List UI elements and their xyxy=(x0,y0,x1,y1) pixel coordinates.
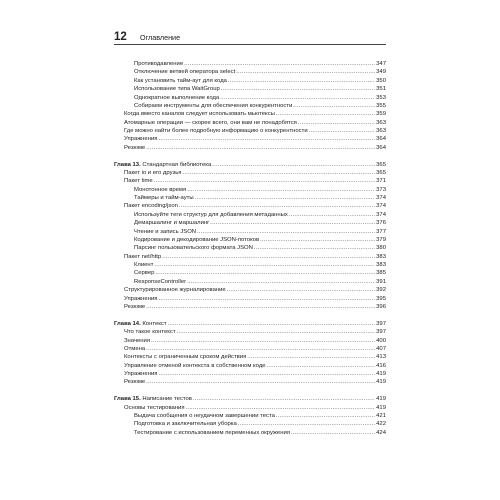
toc-entry-label: Однократное выполнение кода xyxy=(134,94,220,101)
toc-page-number: 355 xyxy=(376,102,386,109)
toc-entry-label: Стандартная библиотека xyxy=(142,161,212,168)
toc-entry-title xyxy=(124,127,308,135)
toc-entry-title xyxy=(134,236,259,244)
toc-entry-title xyxy=(134,219,209,227)
toc-entry-label: Использование типа WaitGroup xyxy=(134,86,220,93)
dot-leader xyxy=(298,119,375,127)
dot-leader xyxy=(146,378,375,386)
toc-entry-label: Пакет io и его друзья xyxy=(124,169,182,176)
toc-entry-title xyxy=(124,295,157,303)
toc-entry xyxy=(124,144,386,152)
toc-page-number: 380 xyxy=(376,245,386,252)
toc-page-number: 364 xyxy=(376,136,386,143)
toc-entry xyxy=(124,328,386,336)
toc-entry xyxy=(134,194,386,202)
dot-leader xyxy=(184,60,375,68)
toc-entry-label: Резюме xyxy=(124,144,146,151)
dot-leader xyxy=(221,85,375,93)
toc-entry xyxy=(134,420,386,428)
toc-entry-title xyxy=(124,378,145,386)
toc-entry xyxy=(124,404,386,412)
toc-page-number: 416 xyxy=(376,362,386,369)
toc-entry-label: Основы тестирования xyxy=(124,404,185,411)
toc-entry xyxy=(124,370,386,378)
toc-entry-label: Чтение и запись JSON xyxy=(134,228,197,235)
chapter-number: Глава 13. xyxy=(114,161,141,168)
toc-page-number: 419 xyxy=(376,379,386,386)
dot-leader xyxy=(195,194,376,202)
dot-leader xyxy=(158,135,375,143)
toc-page-number: 374 xyxy=(376,211,386,218)
toc-entry-label: Атомарные операции — скорее всего, они вам не понадобятся xyxy=(124,119,297,126)
toc-entry xyxy=(124,378,386,386)
dot-leader xyxy=(146,144,375,152)
toc-entry-title xyxy=(124,337,150,345)
toc-entry-title xyxy=(134,269,154,277)
toc-entry-title xyxy=(124,253,161,261)
toc-entry-title xyxy=(124,286,226,294)
toc-page-number: 419 xyxy=(376,404,386,411)
toc-page-number: 363 xyxy=(376,128,386,134)
toc-entry-title xyxy=(134,420,237,428)
toc-page-number: 424 xyxy=(376,429,386,436)
toc-page-number: 350 xyxy=(376,77,386,84)
toc-entry-label: Что такое контекст xyxy=(124,329,176,336)
dot-leader xyxy=(154,177,375,185)
dot-leader xyxy=(162,253,375,261)
dot-leader xyxy=(267,362,376,370)
toc-entry-label: Управление отменой контекста в собственном коде xyxy=(124,362,266,369)
toc-entry-title xyxy=(124,345,145,353)
toc-entry-label: Парсинг пользовательского формата JSON xyxy=(134,245,253,252)
toc-page-number: 374 xyxy=(376,203,386,210)
toc-entry xyxy=(124,127,386,135)
toc-entry-label: Отмена xyxy=(124,345,146,352)
dot-leader xyxy=(187,186,375,194)
dot-leader xyxy=(155,269,375,277)
toc-entry xyxy=(134,94,386,102)
toc-entry-label: Пакет time xyxy=(124,178,153,185)
toc-entry-title xyxy=(124,177,153,185)
toc-entry xyxy=(134,278,386,286)
toc-page-number: 353 xyxy=(376,94,386,101)
chapter-number: Глава 14. xyxy=(114,320,141,327)
toc-entry-label: Упражнения xyxy=(124,295,158,302)
toc-entry-title xyxy=(124,303,145,311)
toc-entry-label: Написание тестов xyxy=(142,396,192,403)
dot-leader xyxy=(177,328,376,336)
toc-page-number: 385 xyxy=(376,270,386,277)
toc-entry-label: Подготовка и заключительная уборка xyxy=(134,421,237,428)
toc-entry xyxy=(124,169,386,177)
toc-entry-title xyxy=(134,94,219,102)
toc-page-number: 374 xyxy=(376,195,386,202)
toc-entry-label: Контексты с ограниченным сроком действия xyxy=(124,354,247,361)
toc-entry-label: Собираем инструменты для обеспечения конкурентности xyxy=(134,102,293,109)
toc-entry-title xyxy=(134,77,227,85)
toc-entry-label: Клиент xyxy=(134,262,154,268)
toc-entry xyxy=(124,110,386,118)
toc-page-number: 400 xyxy=(376,337,386,344)
toc-entry-label: Упражнения xyxy=(124,371,158,377)
toc-entry xyxy=(134,429,386,437)
toc-entry xyxy=(134,85,386,93)
toc-entry xyxy=(124,362,386,370)
dot-leader xyxy=(158,295,375,303)
dot-leader xyxy=(158,370,375,378)
toc-entry-title xyxy=(114,320,167,328)
toc-entry-title xyxy=(134,228,196,236)
toc-page-number: 422 xyxy=(376,421,386,428)
toc-entry xyxy=(124,286,386,294)
dot-leader xyxy=(220,94,375,102)
toc-chapter-row xyxy=(114,320,386,328)
toc-entry xyxy=(124,135,386,143)
toc-page-number: 359 xyxy=(376,111,386,118)
toc-entry-label: Используйте теги структур для добавления метаданных xyxy=(134,211,288,218)
toc-entry-title xyxy=(134,102,292,110)
toc-entry-label: Отключение ветвей оператора select xyxy=(134,69,236,76)
toc-page-number: 392 xyxy=(376,287,386,294)
toc-page-number: 379 xyxy=(376,236,386,243)
toc-entry-label: Кодирование и декодирование JSON-потоков xyxy=(134,236,260,243)
toc-entry-label: Таймеры и тайм-ауты xyxy=(134,195,194,202)
toc-entry xyxy=(124,337,386,345)
dot-leader xyxy=(293,102,375,110)
dot-leader xyxy=(179,202,375,210)
running-head-title: Оглавление xyxy=(140,33,181,42)
toc-page-number: 413 xyxy=(376,354,386,361)
toc-page-number: 407 xyxy=(376,345,386,352)
toc-entry-title xyxy=(124,110,275,118)
toc-entry-label: Демаршалинг и маршалинг xyxy=(134,220,210,227)
toc-entry-label: Контекст xyxy=(142,320,167,327)
toc-chapter-row xyxy=(114,161,386,169)
toc-entry-label: Упражнения xyxy=(124,136,158,143)
toc-entry-label: Сервер xyxy=(134,270,155,277)
toc-entry xyxy=(124,177,386,185)
toc-page-number: 391 xyxy=(376,278,386,285)
toc-page-number: 396 xyxy=(376,303,386,310)
toc-entry-label: Значения xyxy=(124,337,151,344)
toc-entry xyxy=(134,68,386,76)
toc-entry-title xyxy=(124,404,185,412)
dot-leader xyxy=(291,429,375,437)
toc-page-number: 419 xyxy=(376,371,386,377)
toc-entry xyxy=(134,261,386,269)
toc-page-number: 397 xyxy=(376,329,386,336)
toc-entry-title xyxy=(134,60,183,68)
toc-entry-title xyxy=(124,370,157,378)
dot-leader xyxy=(187,278,375,286)
toc-page-number: 383 xyxy=(376,253,386,260)
dot-leader xyxy=(146,345,375,353)
toc-entry xyxy=(134,211,386,219)
toc-entry-title xyxy=(114,395,192,403)
toc-entry-label: Резюме xyxy=(124,303,146,310)
toc-page-number: 371 xyxy=(376,178,386,185)
toc-entry xyxy=(124,253,386,261)
toc-entry-title xyxy=(134,194,194,202)
toc-entry-label: ResponseController xyxy=(134,278,187,285)
dot-leader xyxy=(197,228,375,236)
toc-entry xyxy=(134,236,386,244)
toc-entry-title xyxy=(134,68,235,76)
dot-leader xyxy=(210,219,375,227)
dot-leader xyxy=(227,286,375,294)
toc-entry-label: Как установить тайм-аут для кода xyxy=(134,77,227,84)
toc-entry-label: Монотонное время xyxy=(134,186,187,193)
toc-entry xyxy=(124,303,386,311)
toc-entry xyxy=(134,60,386,68)
toc-entry-title xyxy=(124,135,157,143)
dot-leader xyxy=(168,320,376,328)
toc-page-number: 365 xyxy=(376,169,386,176)
toc-entry-title xyxy=(134,278,186,286)
toc-entry xyxy=(134,102,386,110)
dot-leader xyxy=(289,211,375,219)
toc-entry-label: Противодавление xyxy=(134,61,184,67)
toc-entry-title xyxy=(124,328,176,336)
toc-page-number: 349 xyxy=(376,69,386,76)
dot-leader xyxy=(247,353,375,361)
dot-leader xyxy=(146,303,375,311)
dot-leader xyxy=(276,110,375,118)
toc-entry xyxy=(134,244,386,252)
toc-entry-label: Структурированное журналирование xyxy=(124,287,226,294)
toc-entry-title xyxy=(134,211,288,219)
dot-leader xyxy=(154,261,375,269)
toc-entry-title xyxy=(134,244,253,252)
toc-entry-title xyxy=(124,119,297,127)
toc-page-number: 363 xyxy=(376,119,386,126)
toc-entry-title xyxy=(134,412,275,420)
toc-entry-label: Резюме xyxy=(124,379,146,386)
toc-entry-title xyxy=(124,362,266,370)
toc-entry xyxy=(134,219,386,227)
dot-leader xyxy=(182,169,375,177)
toc-page-number: 395 xyxy=(376,295,386,302)
toc-entry-title xyxy=(134,261,153,269)
toc-entry-label: Пакет net/http xyxy=(124,253,162,260)
toc-page-number: 373 xyxy=(376,186,386,193)
toc-entry xyxy=(124,353,386,361)
toc-entry xyxy=(124,295,386,303)
toc-entry-title xyxy=(124,202,178,210)
toc-page-number: 364 xyxy=(376,144,386,151)
toc-entry-title xyxy=(124,144,145,152)
toc-entry xyxy=(134,186,386,194)
toc-entry-title xyxy=(134,85,220,93)
toc-entry-label: Тестирование с использованием переменных окружения xyxy=(134,429,290,436)
toc-page-number: 377 xyxy=(376,228,386,235)
toc-entry xyxy=(134,228,386,236)
toc-entry-label: Выдача сообщения о неудачном завершении теста xyxy=(134,412,275,419)
toc-page-number: 351 xyxy=(376,86,386,93)
dot-leader xyxy=(151,337,375,345)
dot-leader xyxy=(260,236,375,244)
toc-entry-title xyxy=(114,161,211,169)
toc-entry xyxy=(124,345,386,353)
dot-leader xyxy=(193,395,375,403)
dot-leader xyxy=(276,412,375,420)
toc-page-number: 376 xyxy=(376,220,386,227)
toc-entry xyxy=(134,412,386,420)
toc-entry-title xyxy=(124,353,246,361)
toc-entry xyxy=(124,119,386,127)
page-number: 12 xyxy=(114,31,127,43)
dot-leader xyxy=(309,127,376,135)
dot-leader xyxy=(186,404,376,412)
dot-leader xyxy=(228,77,375,85)
dot-leader xyxy=(238,420,375,428)
toc-page-number: 421 xyxy=(376,412,386,419)
dot-leader xyxy=(236,68,375,76)
toc-page-number: 347 xyxy=(376,61,386,67)
toc-entry xyxy=(124,202,386,210)
toc-page-number: 383 xyxy=(376,262,386,268)
dot-leader xyxy=(254,244,375,252)
toc-entry-title xyxy=(124,169,181,177)
toc-entry xyxy=(134,269,386,277)
dot-leader xyxy=(212,161,375,169)
toc-entry-label: Когда вместо каналов следует использовать мьютексы xyxy=(124,111,275,118)
toc-entry-title xyxy=(134,186,186,194)
toc-chapter-row xyxy=(114,395,386,403)
toc-entry-title xyxy=(134,429,290,437)
toc-page-number: 419 xyxy=(376,396,386,403)
chapter-number: Глава 15. xyxy=(114,396,141,403)
toc-entry xyxy=(134,77,386,85)
toc-entry-label: Где можно найти более подробную информацию о конкурентности xyxy=(124,128,308,134)
toc-entry-label: Пакет encoding/json xyxy=(124,203,178,210)
toc-page-number: 365 xyxy=(376,161,386,168)
toc-page-number: 397 xyxy=(376,320,386,327)
